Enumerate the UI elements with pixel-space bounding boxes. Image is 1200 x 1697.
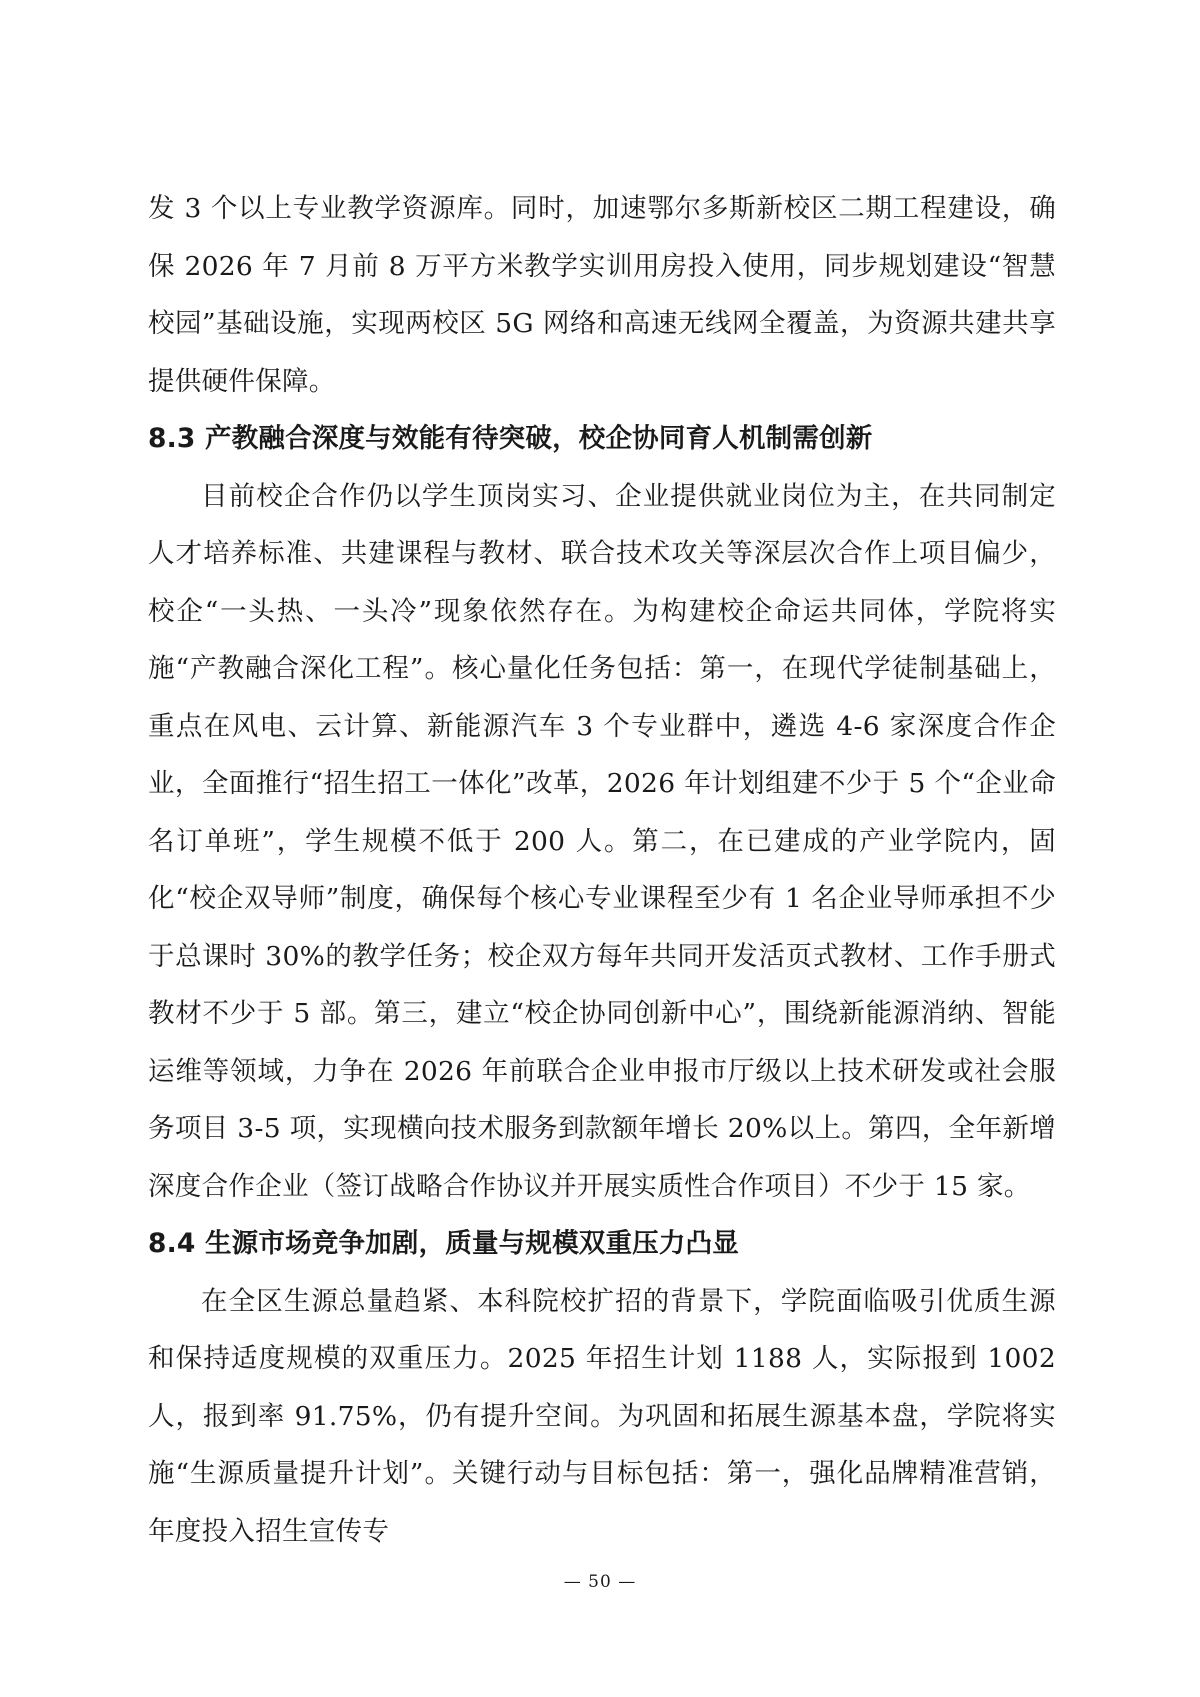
section-heading-8-3: 8.3 产教融合深度与效能有待突破，校企协同育人机制需创新	[148, 423, 873, 454]
paragraph-student-recruitment: 在全区生源总量趋紧、本科院校扩招的背景下，学院面临吸引优质生源和保持适度规模的双重压力。2025 年招生计划 1188 人，实际报到 1002 人，报到率 91.75%，仍有提升空间。为巩固和拓展生源基本盘，学院将实施“生源质量提升计划”。关键行动与目标包括：第一，强化品牌精准营销，年度投入招生宣传专	[148, 1285, 1056, 1547]
paragraph-resource-construction: 发 3 个以上专业教学资源库。同时，加速鄂尔多斯新校区二期工程建设，确保 2026 年 7 月前 8 万平方米教学实训用房投入使用，同步规划建设“智慧校园”基础设施，实现两校区 5G 网络和高速无线网全覆盖，为资源共建共享提供硬件保障。	[148, 193, 1056, 397]
paragraph-industry-education-integration: 目前校企合作仍以学生顶岗实习、企业提供就业岗位为主，在共同制定人才培养标准、共建课程与教材、联合技术攻关等深层次合作上项目偏少，校企“一头热、一头冷”现象依然存在。为构建校企命运共同体，学院将实施“产教融合深化工程”。核心量化任务包括：第一，在现代学徒制基础上，重点在风电、云计算、新能源汽车 3 个专业群中，遴选 4-6 家深度合作企业，全面推行“招生招工一体化”改革，2026 年计划组建不少于 5 个“企业命名订单班”，学生规模不低于 200 人。第二，在已建成的产业学院内，固化“校企双导师”制度，确保每个核心专业课程至少有 1 名企业导师承担不少于总课时 30%的教学任务；校企双方每年共同开发活页式教材、工作手册式教材不少于 5 部。第三，建立“校企协同创新中心”，围绕新能源消纳、智能运维等领域，力争在 2026 年前联合企业申报市厅级以上技术研发或社会服务项目 3-5 项，实现横向技术服务到款额年增长 20%以上。第四，全年新增深度合作企业（签订战略合作协议并开展实质性合作项目）不少于 15 家。	[148, 480, 1056, 1202]
section-heading-8-4: 8.4 生源市场竞争加剧，质量与规模双重压力凸显	[148, 1228, 739, 1259]
page-body	[148, 180, 1056, 1560]
page-number: — 50 —	[563, 1572, 637, 1592]
